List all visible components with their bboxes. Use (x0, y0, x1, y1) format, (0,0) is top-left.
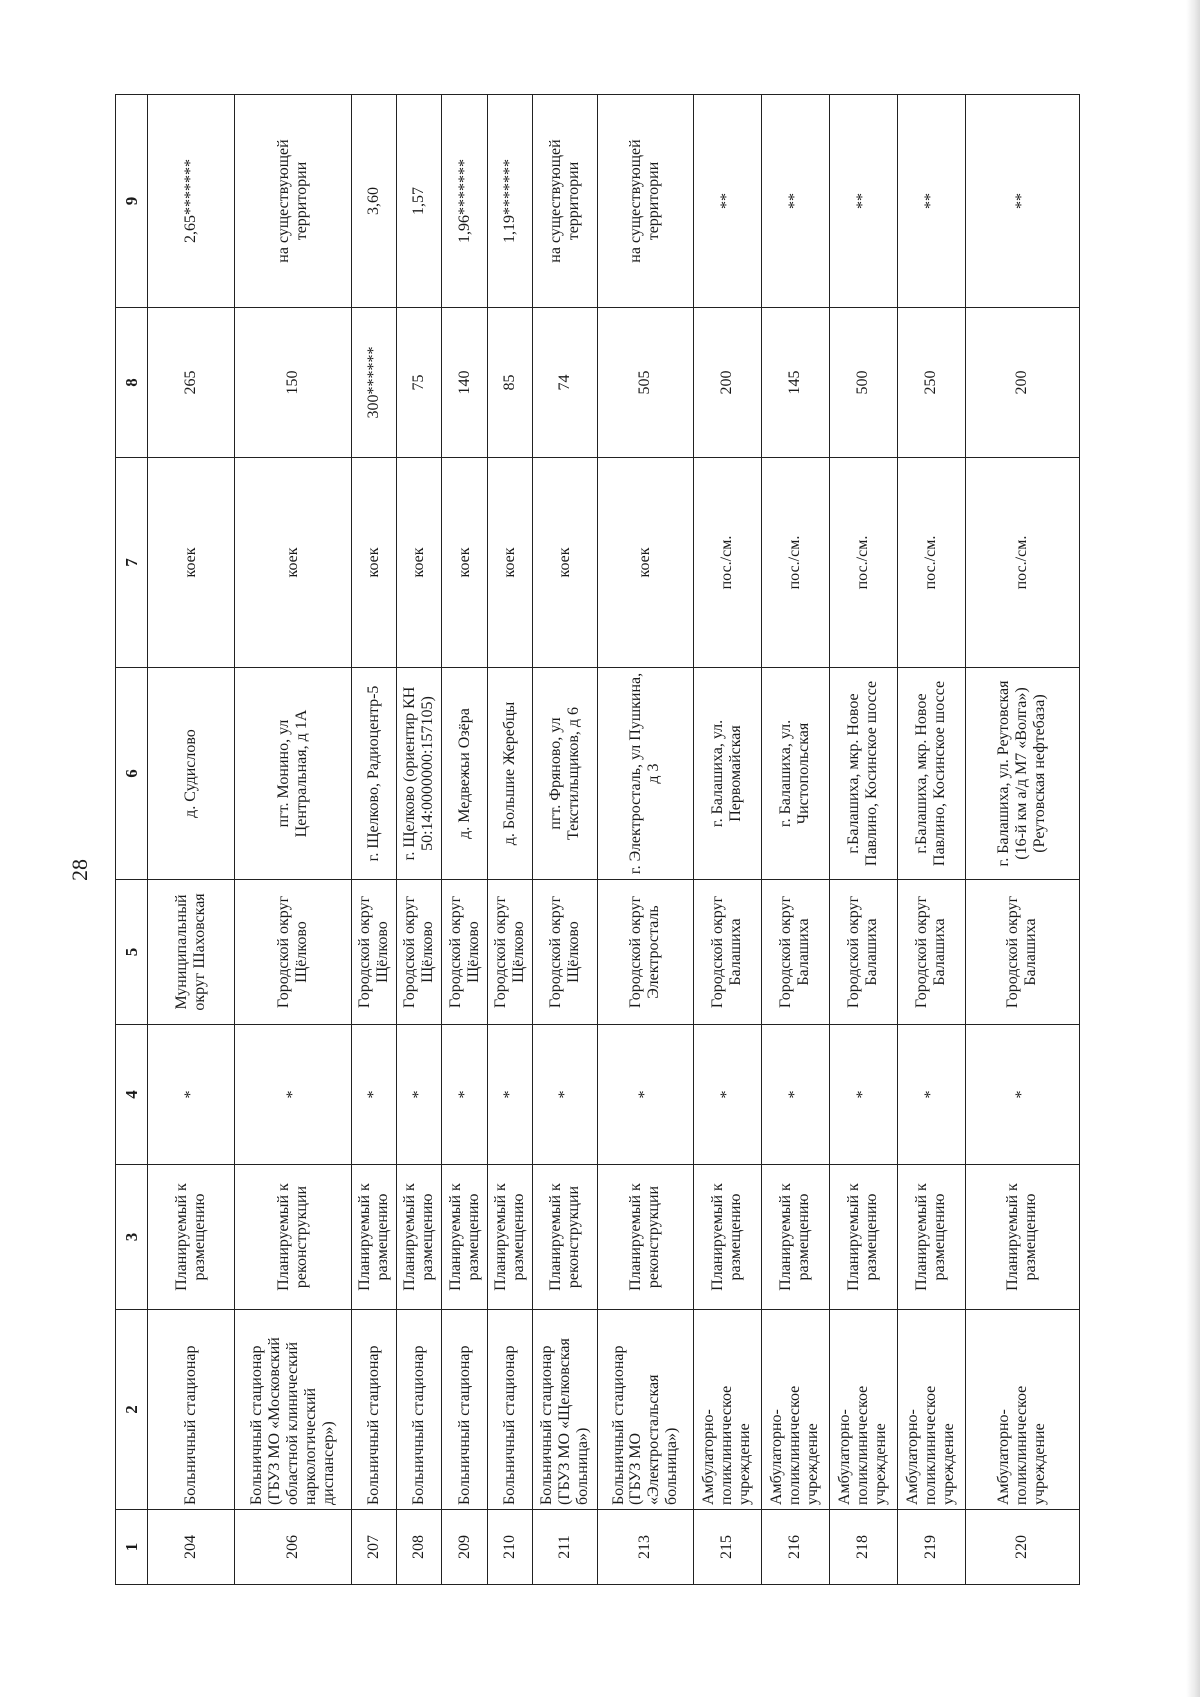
table-cell-c4: * (761, 1025, 829, 1165)
table-cell-c8: 200 (965, 308, 1079, 458)
table-cell-c2: Амбулаторно-поликлиническое учреждение (829, 1310, 897, 1510)
table-cell-c7: коек (397, 458, 442, 668)
table-cell-c8: 150 (235, 308, 351, 458)
table-cell-c1: 218 (829, 1510, 897, 1585)
scan-edge-shadow (1186, 0, 1200, 1697)
table-cell-c3: Планируемый к размещению (351, 1165, 396, 1310)
table-cell-c1: 206 (235, 1510, 351, 1585)
table-cell-c6: г. Балашиха, ул. Чистопольская (761, 668, 829, 880)
table-row (533, 95, 598, 1585)
table-cell-c5: Городской округ Балашиха (761, 880, 829, 1025)
table-cell-c2: Больничный стационар (442, 1310, 487, 1510)
table-cell-c1: 209 (442, 1510, 487, 1585)
table-cell-c3: Планируемый к размещению (487, 1165, 532, 1310)
table-row (597, 95, 693, 1585)
table-cell-c4: * (487, 1025, 532, 1165)
table-header-row (116, 95, 148, 1585)
table-row (235, 95, 351, 1585)
table-cell-c1: 216 (761, 1510, 829, 1585)
facilities-table (115, 94, 1080, 1585)
table-cell-c7: пос./см. (897, 458, 965, 668)
column-header: 4 (116, 1025, 148, 1165)
table-cell-c9: ** (829, 95, 897, 308)
table-cell-c4: * (533, 1025, 598, 1165)
table-cell-c1: 219 (897, 1510, 965, 1585)
table-cell-c5: Городской округ Щёлково (397, 880, 442, 1025)
table-cell-c7: коек (533, 458, 598, 668)
table-cell-c7: коек (487, 458, 532, 668)
table-cell-c7: пос./см. (761, 458, 829, 668)
table-cell-c6: г.Балашиха, мкр. Новое Павлино, Косинское шоссе (829, 668, 897, 880)
table-cell-c4: * (235, 1025, 351, 1165)
table-cell-c9: 1,96******* (442, 95, 487, 308)
table-cell-c7: коек (147, 458, 235, 668)
table-cell-c8: 505 (597, 308, 693, 458)
column-header: 1 (116, 1510, 148, 1585)
table-cell-c1: 208 (397, 1510, 442, 1585)
table-cell-c2: Больничный стационар (487, 1310, 532, 1510)
table-row (965, 95, 1079, 1585)
column-header: 2 (116, 1310, 148, 1510)
table-cell-c9: 3,60 (351, 95, 396, 308)
column-header: 8 (116, 308, 148, 458)
table-cell-c6: д. Большие Жеребцы (487, 668, 532, 880)
table-cell-c5: Городской округ Балашиха (965, 880, 1079, 1025)
table-cell-c3: Планируемый к размещению (693, 1165, 761, 1310)
table-cell-c8: 75 (397, 308, 442, 458)
table-cell-c1: 204 (147, 1510, 235, 1585)
table-cell-c7: коек (351, 458, 396, 668)
table-cell-c5: Муниципальный округ Шаховская (147, 880, 235, 1025)
table-cell-c9: ** (761, 95, 829, 308)
table-cell-c2: Амбулаторно-поликлиническое учреждение (761, 1310, 829, 1510)
table-cell-c3: Планируемый к размещению (829, 1165, 897, 1310)
table-cell-c5: Городской округ Щёлково (351, 880, 396, 1025)
table-cell-c9: ** (897, 95, 965, 308)
table-cell-c6: д. Судислово (147, 668, 235, 880)
table-row (397, 95, 442, 1585)
column-header: 3 (116, 1165, 148, 1310)
table-cell-c3: Планируемый к размещению (147, 1165, 235, 1310)
table-cell-c7: коек (442, 458, 487, 668)
table-cell-c6: г. Щелково (ориентир КН 50:14:0000000:157105) (397, 668, 442, 880)
table-cell-c7: пос./см. (829, 458, 897, 668)
page-number: 28 (67, 859, 92, 881)
table-cell-c5: Городской округ Щёлково (235, 880, 351, 1025)
table-cell-c1: 210 (487, 1510, 532, 1585)
table-cell-c9: 1,19******* (487, 95, 532, 308)
table-cell-c6: д. Медвежьи Озёра (442, 668, 487, 880)
table-cell-c2: Амбулаторно-поликлиническое учреждение (965, 1310, 1079, 1510)
column-header: 7 (116, 458, 148, 668)
table-cell-c3: Планируемый к размещению (761, 1165, 829, 1310)
table-cell-c3: Планируемый к размещению (897, 1165, 965, 1310)
rotated-table-container (115, 95, 1080, 1585)
table-cell-c3: Планируемый к реконструкции (597, 1165, 693, 1310)
table-cell-c4: * (897, 1025, 965, 1165)
table-cell-c8: 265 (147, 308, 235, 458)
table-cell-c7: коек (597, 458, 693, 668)
table-cell-c6: пгт. Фряново, ул Текстильщиков, д 6 (533, 668, 598, 880)
table-cell-c1: 207 (351, 1510, 396, 1585)
table-cell-c4: * (693, 1025, 761, 1165)
table-cell-c2: Больничный стационар (147, 1310, 235, 1510)
table-cell-c8: 74 (533, 308, 598, 458)
table-cell-c9: на существующей территории (597, 95, 693, 308)
table-row (442, 95, 487, 1585)
column-header: 6 (116, 668, 148, 880)
table-cell-c3: Планируемый к реконструкции (533, 1165, 598, 1310)
column-header: 9 (116, 95, 148, 308)
table-cell-c9: на существующей территории (235, 95, 351, 308)
table-cell-c3: Планируемый к размещению (965, 1165, 1079, 1310)
table-cell-c2: Амбулаторно-поликлиническое учреждение (897, 1310, 965, 1510)
table-cell-c7: коек (235, 458, 351, 668)
table-cell-c6: г. Электросталь, ул Пушкина, д 3 (597, 668, 693, 880)
table-cell-c8: 300****** (351, 308, 396, 458)
table-cell-c9: ** (693, 95, 761, 308)
table-cell-c6: г. Щелково, Радиоцентр-5 (351, 668, 396, 880)
table-cell-c5: Городской округ Балашиха (897, 880, 965, 1025)
table-row (829, 95, 897, 1585)
table-cell-c6: пгт. Монино, ул Центральная, д 1А (235, 668, 351, 880)
table-cell-c6: г. Балашиха, ул. Первомайская (693, 668, 761, 880)
table-row (487, 95, 532, 1585)
column-header: 5 (116, 880, 148, 1025)
table-cell-c3: Планируемый к размещению (397, 1165, 442, 1310)
table-row (351, 95, 396, 1585)
table-cell-c6: г. Балашиха, ул. Реутовская (16-й км а/д М7 «Волга») (Реутовская нефтебаза) (965, 668, 1079, 880)
table-row (897, 95, 965, 1585)
table-cell-c3: Планируемый к размещению (442, 1165, 487, 1310)
table-cell-c5: Городской округ Щёлково (487, 880, 532, 1025)
table-cell-c1: 215 (693, 1510, 761, 1585)
table-cell-c8: 85 (487, 308, 532, 458)
table-cell-c2: Больничный стационар (ГБУЗ МО «Электростальская больница») (597, 1310, 693, 1510)
table-cell-c8: 140 (442, 308, 487, 458)
table-cell-c4: * (397, 1025, 442, 1165)
table-cell-c2: Больничный стационар (ГБУЗ МО «Московский областной клинический наркологический диспансер») (235, 1310, 351, 1510)
table-cell-c3: Планируемый к реконструкции (235, 1165, 351, 1310)
table-cell-c7: пос./см. (965, 458, 1079, 668)
table-cell-c7: пос./см. (693, 458, 761, 668)
table-cell-c9: на существующей территории (533, 95, 598, 308)
table-cell-c5: Городской округ Щёлково (442, 880, 487, 1025)
table-cell-c8: 500 (829, 308, 897, 458)
table-cell-c8: 200 (693, 308, 761, 458)
table-cell-c4: * (597, 1025, 693, 1165)
table-cell-c2: Амбулаторно-поликлиническое учреждение (693, 1310, 761, 1510)
table-cell-c1: 211 (533, 1510, 598, 1585)
table-cell-c4: * (965, 1025, 1079, 1165)
table-cell-c5: Городской округ Электросталь (597, 880, 693, 1025)
table-cell-c4: * (442, 1025, 487, 1165)
table-cell-c4: * (351, 1025, 396, 1165)
table-cell-c2: Больничный стационар (351, 1310, 396, 1510)
table-cell-c9: 2,65******* (147, 95, 235, 308)
table-cell-c2: Больничный стационар (397, 1310, 442, 1510)
table-cell-c5: Городской округ Балашиха (693, 880, 761, 1025)
table-row (693, 95, 761, 1585)
table-cell-c1: 213 (597, 1510, 693, 1585)
table-cell-c4: * (829, 1025, 897, 1165)
table-cell-c9: 1,57 (397, 95, 442, 308)
table-cell-c8: 145 (761, 308, 829, 458)
table-cell-c2: Больничный стационар (ГБУЗ МО «Щелковская больница») (533, 1310, 598, 1510)
table-cell-c1: 220 (965, 1510, 1079, 1585)
table-cell-c8: 250 (897, 308, 965, 458)
table-cell-c6: г.Балашиха, мкр. Новое Павлино, Косинское шоссе (897, 668, 965, 880)
table-cell-c5: Городской округ Щёлково (533, 880, 598, 1025)
table-cell-c9: ** (965, 95, 1079, 308)
table-row (147, 95, 235, 1585)
table-cell-c5: Городской округ Балашиха (829, 880, 897, 1025)
table-cell-c4: * (147, 1025, 235, 1165)
table-row (761, 95, 829, 1585)
